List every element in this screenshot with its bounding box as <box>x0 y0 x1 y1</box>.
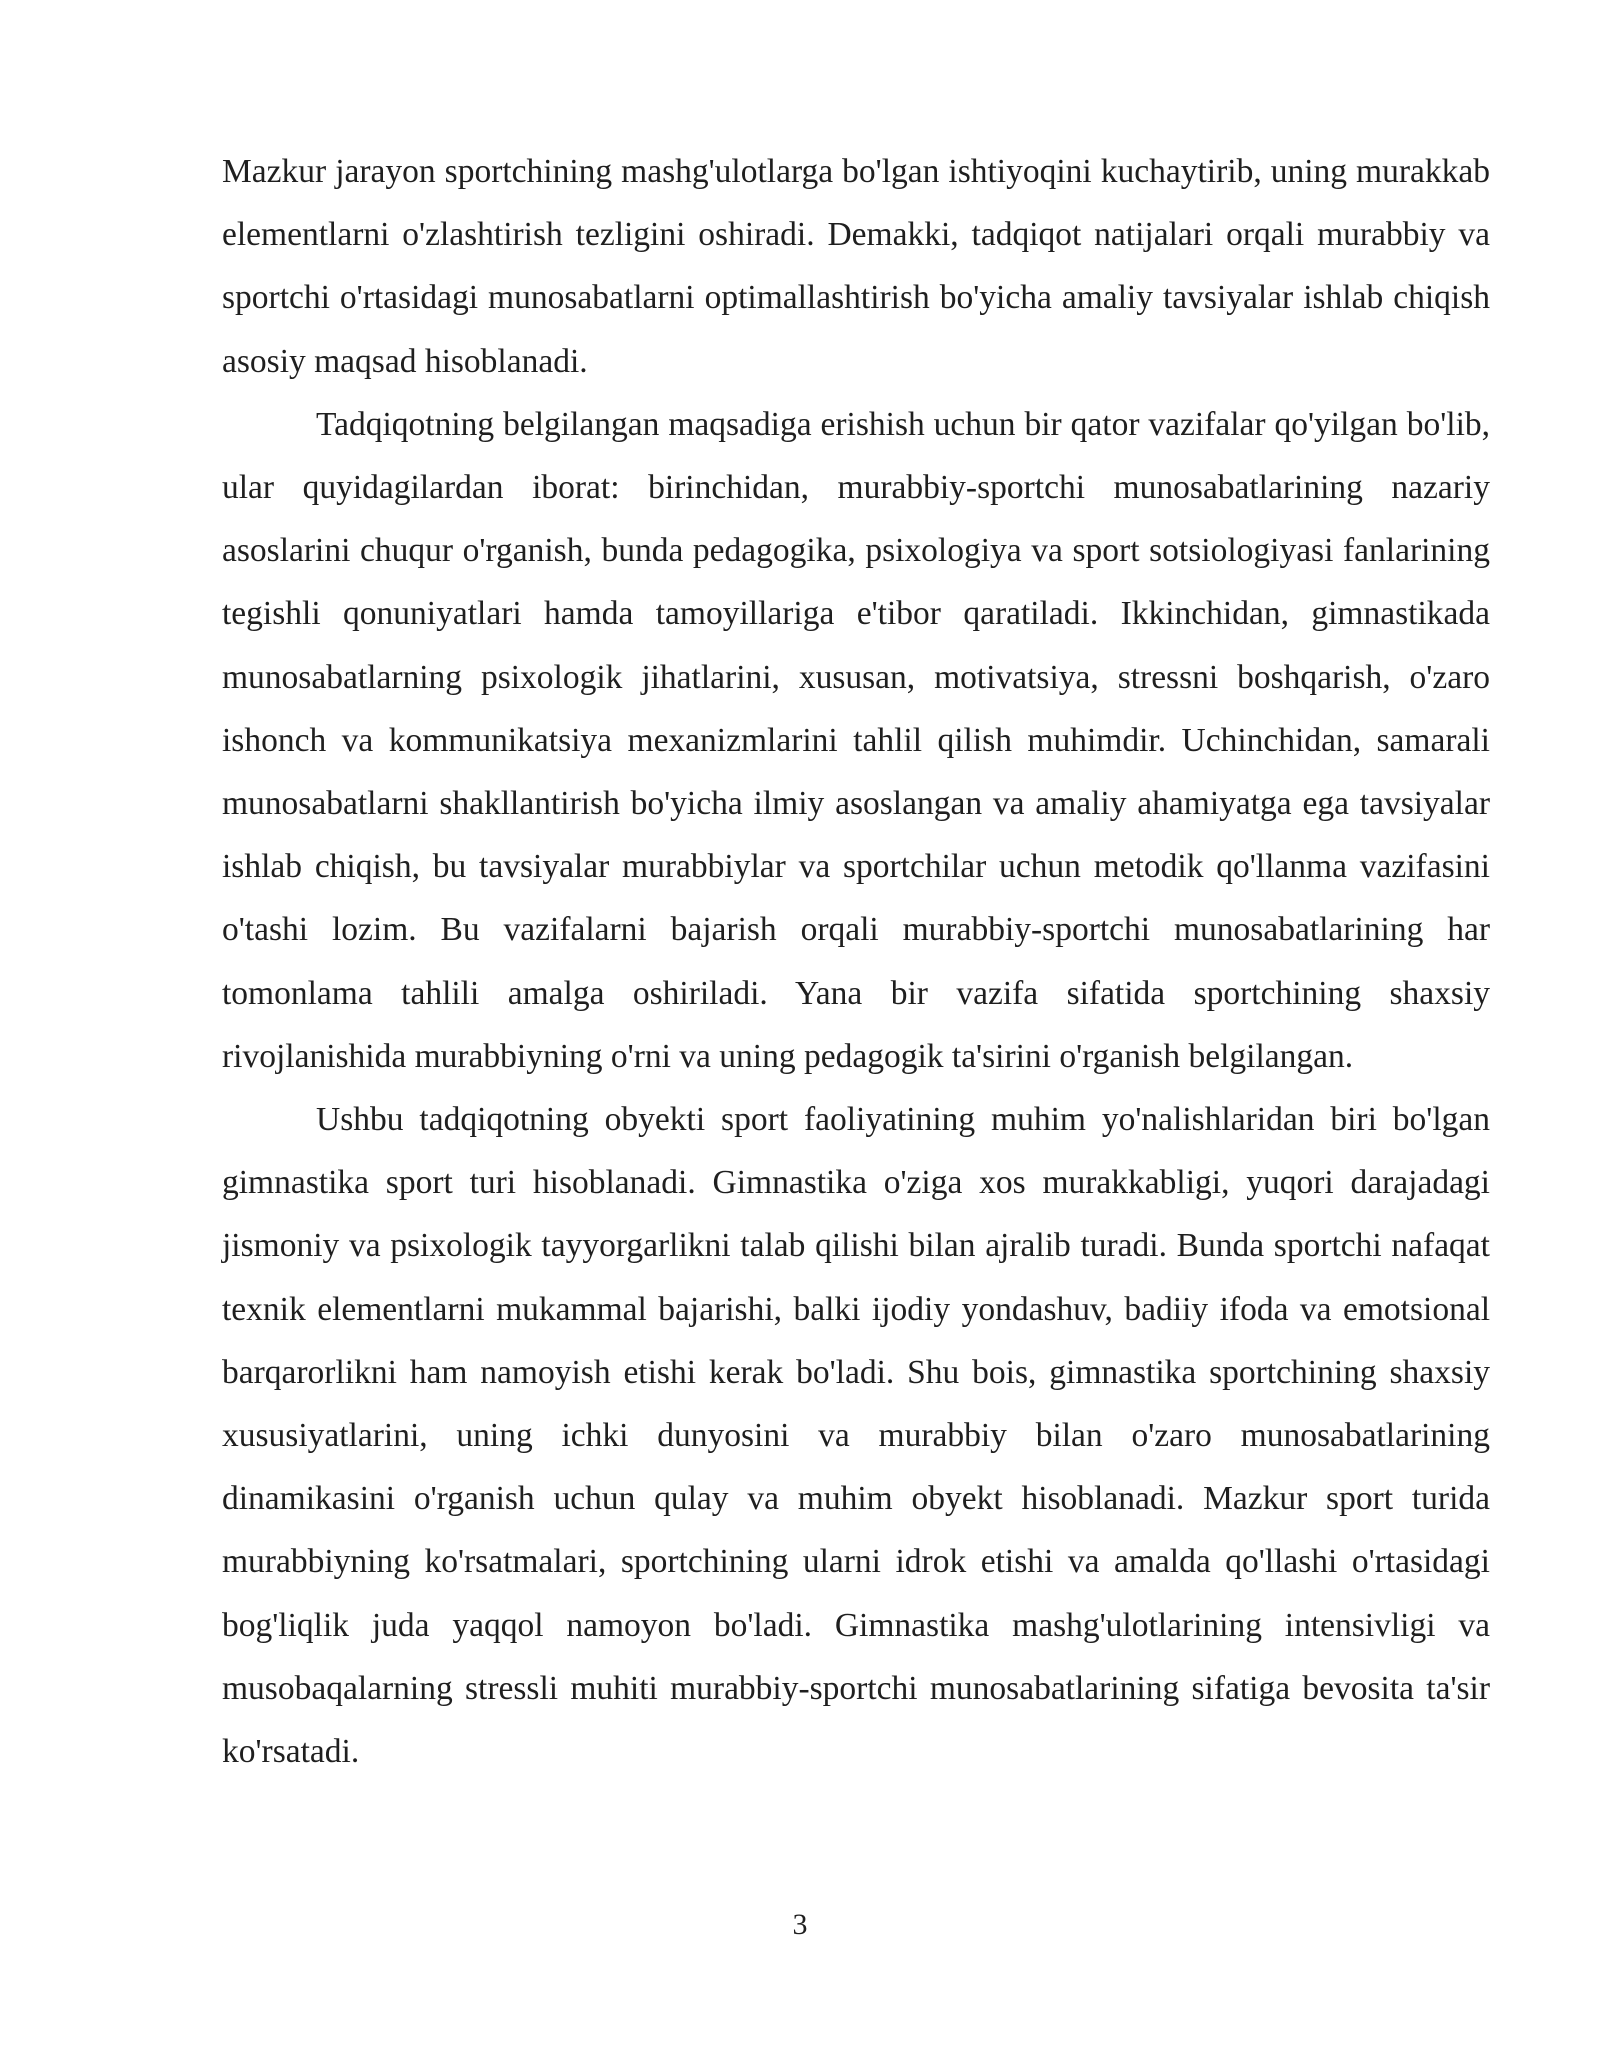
page-number: 3 <box>792 1908 808 1941</box>
paragraph-tasks: Tadqiqotning belgilangan maqsadiga erishish uchun bir qator vazifalar qo'yilgan bo'lib, ular quyidagilardan iborat: birinchidan, murabbiy-sportchi munosabatlarining nazariy asoslarini chuqur o'rganish, bunda pedagogika, psixologiya va sport sotsiologiyasi fanlarining tegishli qonuniyatlari hamda tamoyillariga e'tibor qaratiladi. Ikkinchidan, gimnastikada munosabatlarning psixologik jihatlarini, xususan, motivatsiya, stressni boshqarish, o'zaro ishonch va kommunikatsiya mexanizmlarini tahlil qilish muhimdir. Uchinchidan, samarali munosabatlarni shakllantirish bo'yicha ilmiy asoslangan va amaliy ahamiyatga ega tavsiyalar ishlab chiqish, bu tavsiyalar murabbiylar va sportchilar uchun metodik qo'llanma vazifasini o'tashi lozim. Bu vazifalarni bajarish orqali murabbiy-sportchi munosabatlarining har tomonlama tahlili amalga oshiriladi. Yana bir vazifa sifatida sportchining shaxsiy rivojlanishida murabbiyning o'rni va uning pedagogik ta'sirini o'rganish belgilangan. <box>222 405 1490 1075</box>
paragraph-continuation: Mazkur jarayon sportchining mashg'ulotlarga bo'lgan ishtiyoqini kuchaytirib, uning murakkab elementlarni o'zlashtirish tezligini oshiradi. Demakki, tadqiqot natijalari orqali murabbiy va sportchi o'rtasidagi munosabatlarni optimallashtirish bo'yicha amaliy tavsiyalar ishlab chiqish asosiy maqsad hisoblanadi. <box>222 153 1490 380</box>
text-body <box>222 140 1490 1783</box>
paragraph-research-object: Ushbu tadqiqotning obyekti sport faoliyatining muhim yo'nalishlaridan biri bo'lgan gimnastika sport turi hisoblanadi. Gimnastika o'ziga xos murakkabligi, yuqori darajadagi jismoniy va psixologik tayyorgarlikni talab qilishi bilan ajralib turadi. Bunda sportchi nafaqat texnik elementlarni mukammal bajarishi, balki ijodiy yondashuv, badiiy ifoda va emotsional barqarorlikni ham namoyish etishi kerak bo'ladi. Shu bois, gimnastika sportchining shaxsiy xususiyatlarini, uning ichki dunyosini va murabbiy bilan o'zaro munosabatlarining dinamikasini o'rganish uchun qulay va muhim obyekt hisoblanadi. Mazkur sport turida murabbiyning ko'rsatmalari, sportchining ularni idrok etishi va amalda qo'llashi o'rtasidagi bog'liqlik juda yaqqol namoyon bo'ladi. Gimnastika mashg'ulotlarining intensivligi va musobaqalarning stressli muhiti murabbiy-sportchi munosabatlarining sifatiga bevosita ta'sir ko'rsatadi. <box>222 1101 1490 1771</box>
